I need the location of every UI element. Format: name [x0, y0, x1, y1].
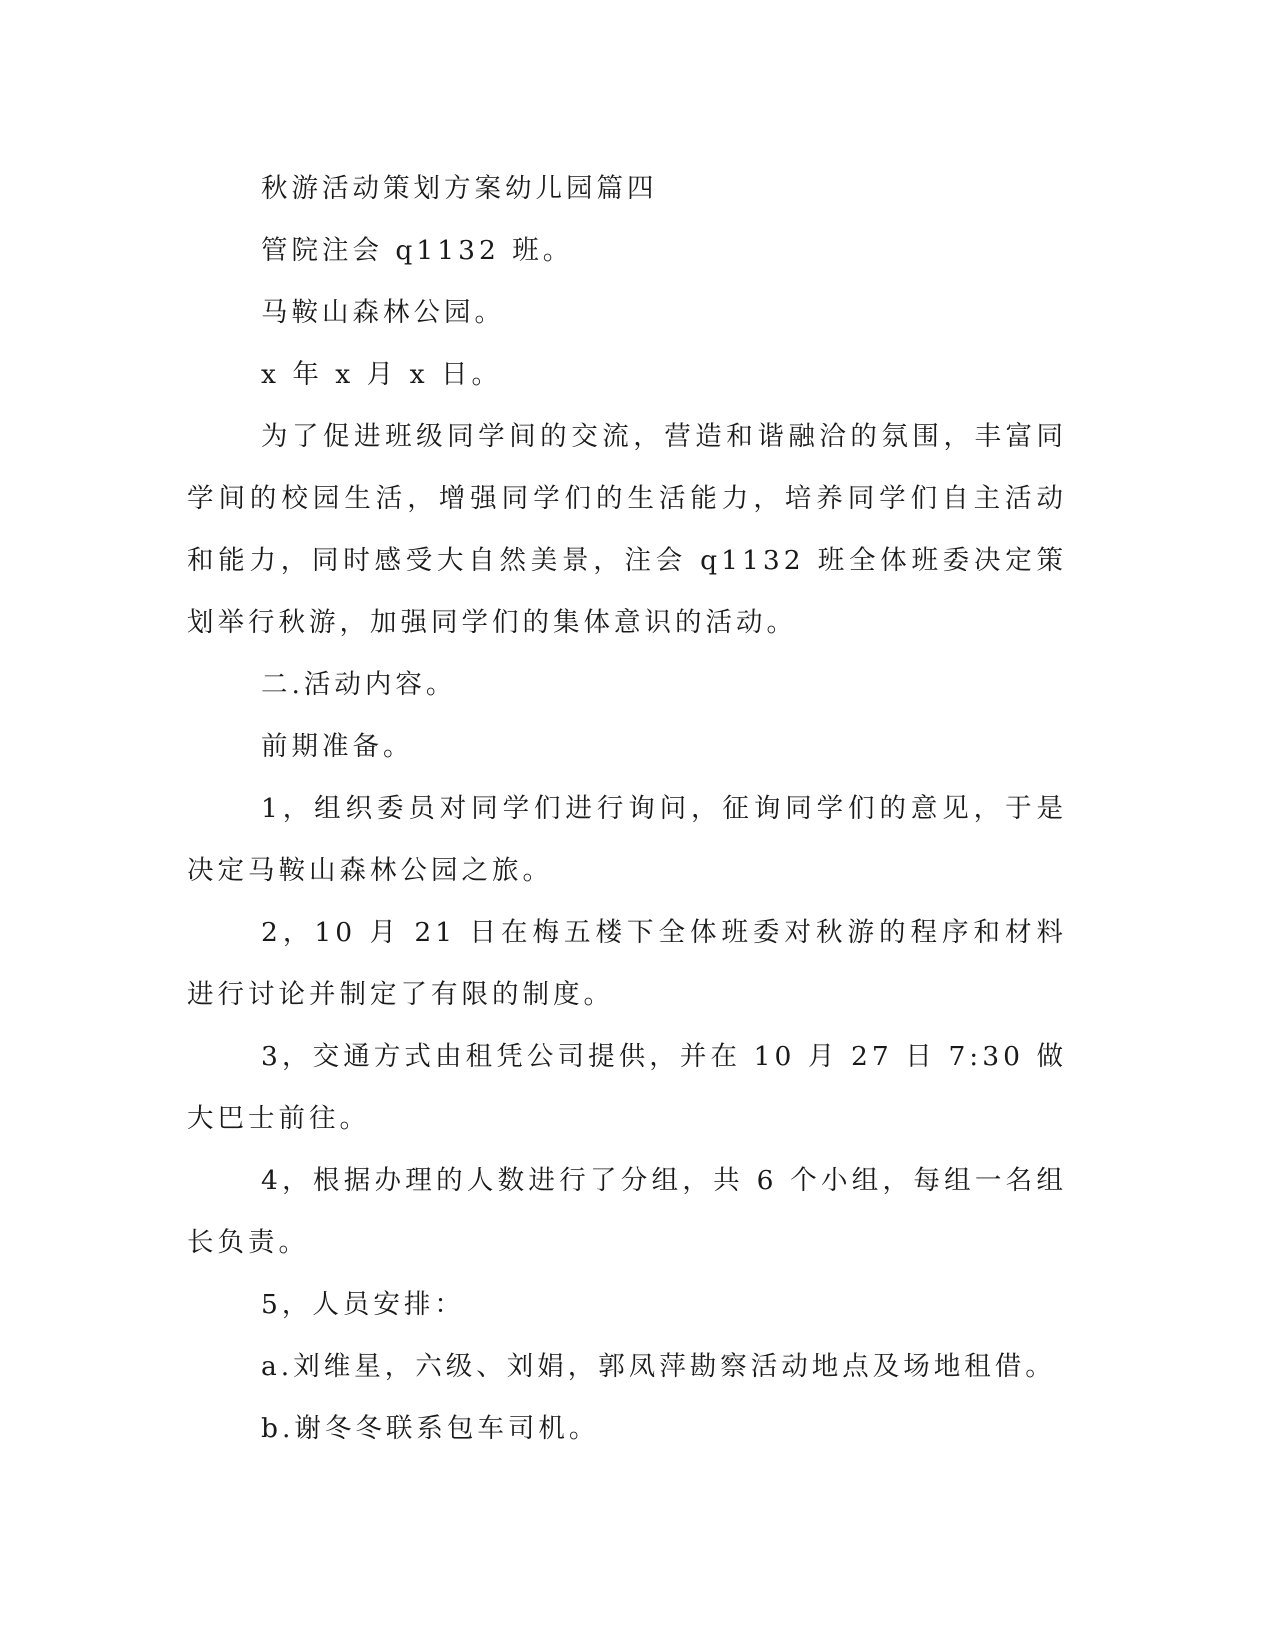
- staff-item-a: a.刘维星，六级、刘娟，郭凤萍勘察活动地点及场地租借。: [261, 1351, 1056, 1382]
- section-heading-activity: 二.活动内容。: [261, 669, 457, 700]
- subheading-preparation: 前期准备。: [261, 731, 414, 762]
- date: x 年 x 月 x 日。: [261, 359, 502, 390]
- purpose-paragraph: 为了促进班级同学间的交流，营造和谐融洽的氛围，丰富同学间的校园生活，增强同学们的生活能力，培养同学们自主活动和能力，同时感受大自然美景，注会 q1132 班全体班委决定策划举行秋游，加强同学们的集体意识的活动。: [187, 421, 1067, 638]
- list-item-1: 1，组织委员对同学们进行询问，征询同学们的意见，于是决定马鞍山森林公园之旅。: [187, 793, 1067, 886]
- list-item-3: 3，交通方式由租凭公司提供，并在 10 月 27 日 7:30 做大巴士前往。: [187, 1041, 1067, 1134]
- class-name: 管院注会 q1132 班。: [261, 235, 574, 266]
- list-item-4: 4，根据办理的人数进行了分组，共 6 个小组，每组一名组长负责。: [187, 1165, 1067, 1258]
- document-title: 秋游活动策划方案幼儿园篇四: [261, 173, 658, 204]
- location: 马鞍山森林公园。: [261, 297, 505, 328]
- list-item-5: 5，人员安排：: [261, 1289, 465, 1320]
- list-item-2: 2，10 月 21 日在梅五楼下全体班委对秋游的程序和材料进行讨论并制定了有限的制度。: [187, 917, 1067, 1010]
- document-body: [187, 158, 1067, 1460]
- staff-item-b: b.谢冬冬联系包车司机。: [261, 1413, 600, 1444]
